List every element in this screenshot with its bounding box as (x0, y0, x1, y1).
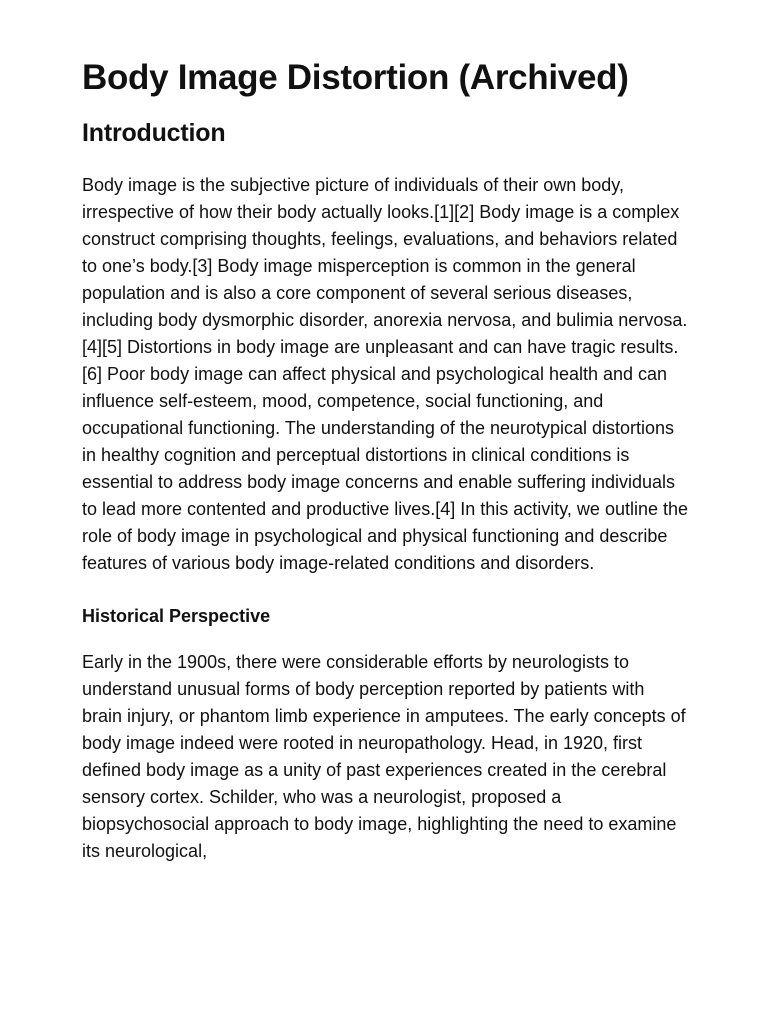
section-heading-introduction: Introduction (82, 119, 226, 147)
historical-perspective-paragraph: Early in the 1900s, there were considerable efforts by neurologists to understand unusual forms of body perception reported by patients with brain injury, or phantom limb experience in amputees. The early concepts of body image indeed were rooted in neuropathology. Head, in 1920, first defined body image as a unity of past experiences created in the cerebral sensory cortex. Schilder, who was a neurologist, proposed a biopsychosocial approach to body image, highlighting the need to examine its neurological, (82, 652, 686, 861)
document-title: Body Image Distortion (Archived) (82, 58, 629, 97)
introduction-paragraph: Body image is the subjective picture of individuals of their own body, irrespective of how their body actually looks.[1][2] Body image is a complex construct comprising thoughts, feelings, evaluations, and behaviors related to one’s body.[3] Body image misperception is common in the general population and is also a core component of several serious diseases, including body dysmorphic disorder, anorexia nervosa, and bulimia nervosa.[4][5] Distortions in body image are unpleasant and can have tragic results.[6] Poor body image can affect physical and psychological health and can influence self-esteem, mood, competence, social functioning, and occupational functioning. The understanding of the neurotypical distortions in healthy cognition and perceptual distortions in clinical conditions is essential to address body image concerns and enable suffering individuals to lead more contented and productive lives.[4] In this activity, we outline the role of body image in psychological and physical functioning and describe features of various body image-related conditions and disorders. (82, 175, 689, 573)
section-heading-historical-perspective: Historical Perspective (82, 606, 271, 626)
